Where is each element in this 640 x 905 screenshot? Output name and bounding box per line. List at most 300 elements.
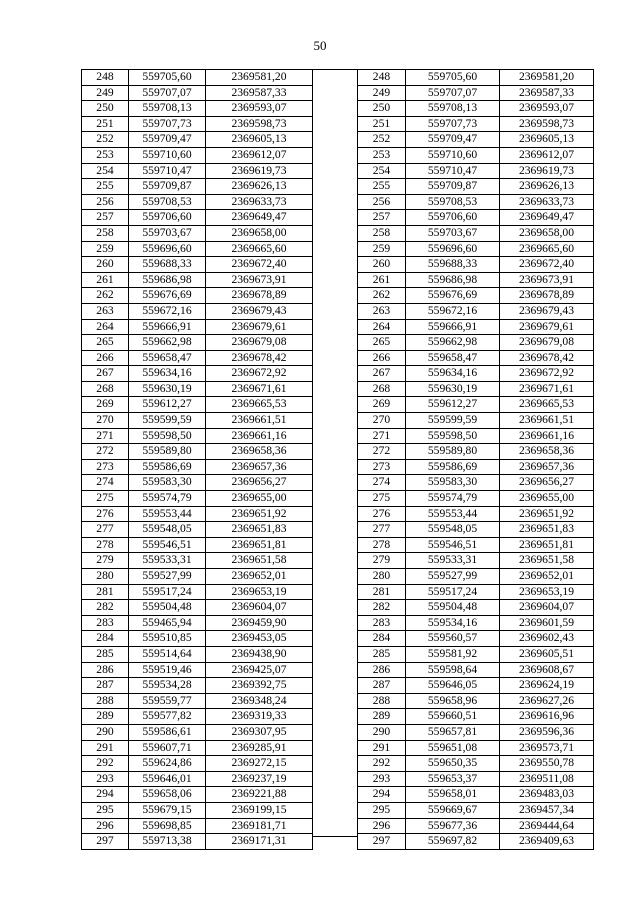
y-coordinate-cell: 2369285,91 [206, 740, 313, 756]
table-row [82, 678, 313, 694]
point-number-cell: 264 [82, 319, 129, 335]
table-row [358, 724, 594, 740]
table-row [82, 787, 313, 803]
table-row [358, 740, 594, 756]
y-coordinate-cell: 2369678,42 [500, 350, 594, 366]
point-number-cell: 267 [82, 366, 129, 382]
x-coordinate-cell: 559574,79 [129, 491, 206, 507]
point-number-cell: 293 [358, 771, 406, 787]
x-coordinate-cell: 559710,60 [406, 147, 500, 163]
x-coordinate-cell: 559598,50 [406, 428, 500, 444]
point-number-cell: 266 [358, 350, 406, 366]
x-coordinate-cell: 559612,27 [129, 397, 206, 413]
x-coordinate-cell: 559653,37 [406, 771, 500, 787]
x-coordinate-cell: 559710,47 [406, 163, 500, 179]
table-row [358, 678, 594, 694]
point-number-cell: 256 [82, 194, 129, 210]
point-number-cell: 260 [82, 257, 129, 273]
x-coordinate-cell: 559696,60 [129, 241, 206, 257]
point-number-cell: 273 [358, 459, 406, 475]
point-number-cell: 287 [82, 678, 129, 694]
table-row [82, 350, 313, 366]
point-number-cell: 270 [82, 413, 129, 429]
x-coordinate-cell: 559586,69 [406, 459, 500, 475]
y-coordinate-cell: 2369678,89 [206, 288, 313, 304]
table-row [358, 646, 594, 662]
point-number-cell: 253 [82, 147, 129, 163]
y-coordinate-cell: 2369272,15 [206, 756, 313, 772]
y-coordinate-cell: 2369655,00 [500, 491, 594, 507]
y-coordinate-cell: 2369651,81 [500, 537, 594, 553]
y-coordinate-cell: 2369657,36 [206, 459, 313, 475]
table-row [82, 662, 313, 678]
x-coordinate-cell: 559504,48 [129, 600, 206, 616]
table-row [82, 771, 313, 787]
x-coordinate-cell: 559705,60 [406, 70, 500, 86]
y-coordinate-cell: 2369671,61 [206, 381, 313, 397]
y-coordinate-cell: 2369181,71 [206, 818, 313, 834]
point-number-cell: 251 [358, 116, 406, 132]
point-number-cell: 294 [358, 787, 406, 803]
point-number-cell: 268 [82, 381, 129, 397]
y-coordinate-cell: 2369581,20 [206, 70, 313, 86]
table-row [358, 366, 594, 382]
x-coordinate-cell: 559533,31 [129, 553, 206, 569]
y-coordinate-cell: 2369665,60 [206, 241, 313, 257]
x-coordinate-cell: 559709,47 [406, 132, 500, 148]
point-number-cell: 284 [358, 631, 406, 647]
table-row [82, 600, 313, 616]
point-number-cell: 280 [358, 569, 406, 585]
point-number-cell: 290 [82, 724, 129, 740]
y-coordinate-cell: 2369673,91 [206, 272, 313, 288]
point-number-cell: 275 [358, 491, 406, 507]
point-number-cell: 276 [358, 506, 406, 522]
y-coordinate-cell: 2369658,00 [206, 225, 313, 241]
x-coordinate-cell: 559646,05 [406, 678, 500, 694]
table-row [358, 756, 594, 772]
table-row [358, 194, 594, 210]
x-coordinate-cell: 559548,05 [406, 522, 500, 538]
point-number-cell: 270 [358, 413, 406, 429]
point-number-cell: 277 [358, 522, 406, 538]
x-coordinate-cell: 559662,98 [129, 335, 206, 351]
y-coordinate-cell: 2369453,05 [206, 631, 313, 647]
y-coordinate-cell: 2369598,73 [206, 116, 313, 132]
x-coordinate-cell: 559708,53 [406, 194, 500, 210]
point-number-cell: 258 [358, 225, 406, 241]
x-coordinate-cell: 559651,08 [406, 740, 500, 756]
table-row [358, 459, 594, 475]
y-coordinate-cell: 2369598,73 [500, 116, 594, 132]
y-coordinate-cell: 2369652,01 [206, 569, 313, 585]
point-number-cell: 271 [82, 428, 129, 444]
table-row [82, 569, 313, 585]
table-row [358, 101, 594, 117]
table-row [358, 600, 594, 616]
x-coordinate-cell: 559708,13 [129, 101, 206, 117]
table-row [82, 101, 313, 117]
x-coordinate-cell: 559708,13 [406, 101, 500, 117]
y-coordinate-cell: 2369651,92 [500, 506, 594, 522]
table-row [82, 818, 313, 834]
point-number-cell: 264 [358, 319, 406, 335]
table-row [82, 163, 313, 179]
table-row [358, 834, 594, 850]
table-row [82, 491, 313, 507]
point-number-cell: 285 [358, 646, 406, 662]
table-row [82, 335, 313, 351]
point-number-cell: 293 [82, 771, 129, 787]
coordinates-table-left-body [82, 70, 313, 850]
table-row [82, 319, 313, 335]
x-coordinate-cell: 559574,79 [406, 491, 500, 507]
point-number-cell: 255 [358, 179, 406, 195]
table-row [82, 397, 313, 413]
point-number-cell: 257 [82, 210, 129, 226]
table-row [358, 303, 594, 319]
y-coordinate-cell: 2369679,08 [206, 335, 313, 351]
point-number-cell: 292 [358, 756, 406, 772]
y-coordinate-cell: 2369661,16 [206, 428, 313, 444]
y-coordinate-cell: 2369619,73 [500, 163, 594, 179]
y-coordinate-cell: 2369624,19 [500, 678, 594, 694]
y-coordinate-cell: 2369679,61 [206, 319, 313, 335]
y-coordinate-cell: 2369459,90 [206, 615, 313, 631]
x-coordinate-cell: 559465,94 [129, 615, 206, 631]
y-coordinate-cell: 2369319,33 [206, 709, 313, 725]
table-row [358, 319, 594, 335]
x-coordinate-cell: 559630,19 [406, 381, 500, 397]
x-coordinate-cell: 559589,80 [129, 444, 206, 460]
table-row [358, 787, 594, 803]
x-coordinate-cell: 559612,27 [406, 397, 500, 413]
table-row [82, 210, 313, 226]
point-number-cell: 294 [82, 787, 129, 803]
x-coordinate-cell: 559688,33 [129, 257, 206, 273]
point-number-cell: 253 [358, 147, 406, 163]
y-coordinate-cell: 2369651,83 [206, 522, 313, 538]
x-coordinate-cell: 559696,60 [406, 241, 500, 257]
table-row [358, 615, 594, 631]
point-number-cell: 252 [358, 132, 406, 148]
x-coordinate-cell: 559710,47 [129, 163, 206, 179]
point-number-cell: 269 [82, 397, 129, 413]
table-separator [312, 69, 357, 837]
table-row [358, 522, 594, 538]
table-row [358, 335, 594, 351]
point-number-cell: 268 [358, 381, 406, 397]
table-row [82, 553, 313, 569]
y-coordinate-cell: 2369605,13 [500, 132, 594, 148]
y-coordinate-cell: 2369573,71 [500, 740, 594, 756]
y-coordinate-cell: 2369651,58 [206, 553, 313, 569]
table-row [82, 272, 313, 288]
x-coordinate-cell: 559658,06 [129, 787, 206, 803]
y-coordinate-cell: 2369511,08 [500, 771, 594, 787]
point-number-cell: 286 [82, 662, 129, 678]
table-row [82, 756, 313, 772]
x-coordinate-cell: 559676,69 [406, 288, 500, 304]
x-coordinate-cell: 559534,28 [129, 678, 206, 694]
point-number-cell: 250 [358, 101, 406, 117]
table-row [82, 802, 313, 818]
point-number-cell: 259 [82, 241, 129, 257]
x-coordinate-cell: 559703,67 [129, 225, 206, 241]
x-coordinate-cell: 559688,33 [406, 257, 500, 273]
point-number-cell: 274 [358, 475, 406, 491]
point-number-cell: 297 [82, 834, 129, 850]
y-coordinate-cell: 2369604,07 [206, 600, 313, 616]
x-coordinate-cell: 559669,67 [406, 802, 500, 818]
point-number-cell: 254 [358, 163, 406, 179]
point-number-cell: 262 [358, 288, 406, 304]
y-coordinate-cell: 2369444,64 [500, 818, 594, 834]
table-row [82, 522, 313, 538]
x-coordinate-cell: 559713,38 [129, 834, 206, 850]
y-coordinate-cell: 2369679,61 [500, 319, 594, 335]
y-coordinate-cell: 2369679,43 [206, 303, 313, 319]
x-coordinate-cell: 559586,61 [129, 724, 206, 740]
y-coordinate-cell: 2369678,42 [206, 350, 313, 366]
x-coordinate-cell: 559533,31 [406, 553, 500, 569]
point-number-cell: 250 [82, 101, 129, 117]
y-coordinate-cell: 2369653,19 [206, 584, 313, 600]
table-row [82, 444, 313, 460]
x-coordinate-cell: 559599,59 [406, 413, 500, 429]
x-coordinate-cell: 559607,71 [129, 740, 206, 756]
x-coordinate-cell: 559504,48 [406, 600, 500, 616]
y-coordinate-cell: 2369672,40 [206, 257, 313, 273]
x-coordinate-cell: 559709,87 [406, 179, 500, 195]
point-number-cell: 265 [82, 335, 129, 351]
x-coordinate-cell: 559672,16 [406, 303, 500, 319]
point-number-cell: 272 [358, 444, 406, 460]
x-coordinate-cell: 559589,80 [406, 444, 500, 460]
table-row [82, 709, 313, 725]
point-number-cell: 281 [358, 584, 406, 600]
point-number-cell: 256 [358, 194, 406, 210]
x-coordinate-cell: 559710,60 [129, 147, 206, 163]
y-coordinate-cell: 2369649,47 [206, 210, 313, 226]
y-coordinate-cell: 2369633,73 [500, 194, 594, 210]
x-coordinate-cell: 559634,16 [406, 366, 500, 382]
y-coordinate-cell: 2369581,20 [500, 70, 594, 86]
point-number-cell: 271 [358, 428, 406, 444]
point-number-cell: 283 [82, 615, 129, 631]
point-number-cell: 274 [82, 475, 129, 491]
y-coordinate-cell: 2369653,19 [500, 584, 594, 600]
x-coordinate-cell: 559703,67 [406, 225, 500, 241]
x-coordinate-cell: 559707,73 [406, 116, 500, 132]
x-coordinate-cell: 559634,16 [129, 366, 206, 382]
y-coordinate-cell: 2369679,43 [500, 303, 594, 319]
point-number-cell: 275 [82, 491, 129, 507]
y-coordinate-cell: 2369651,58 [500, 553, 594, 569]
point-number-cell: 289 [82, 709, 129, 725]
table-row [358, 506, 594, 522]
y-coordinate-cell: 2369678,89 [500, 288, 594, 304]
table-row [82, 413, 313, 429]
point-number-cell: 258 [82, 225, 129, 241]
table-row [82, 506, 313, 522]
x-coordinate-cell: 559510,85 [129, 631, 206, 647]
table-row [82, 428, 313, 444]
table-row [82, 724, 313, 740]
y-coordinate-cell: 2369409,63 [500, 834, 594, 850]
table-row [82, 147, 313, 163]
y-coordinate-cell: 2369633,73 [206, 194, 313, 210]
y-coordinate-cell: 2369457,34 [500, 802, 594, 818]
table-row [358, 132, 594, 148]
x-coordinate-cell: 559672,16 [129, 303, 206, 319]
point-number-cell: 277 [82, 522, 129, 538]
point-number-cell: 269 [358, 397, 406, 413]
point-number-cell: 272 [82, 444, 129, 460]
point-number-cell: 291 [82, 740, 129, 756]
point-number-cell: 297 [358, 834, 406, 850]
table-row [82, 740, 313, 756]
table-row [358, 413, 594, 429]
point-number-cell: 279 [82, 553, 129, 569]
y-coordinate-cell: 2369651,83 [500, 522, 594, 538]
point-number-cell: 296 [358, 818, 406, 834]
point-number-cell: 261 [82, 272, 129, 288]
point-number-cell: 254 [82, 163, 129, 179]
point-number-cell: 285 [82, 646, 129, 662]
table-row [82, 459, 313, 475]
table-row [82, 116, 313, 132]
table-row [358, 693, 594, 709]
table-row [358, 444, 594, 460]
x-coordinate-cell: 559581,92 [406, 646, 500, 662]
table-row [358, 241, 594, 257]
point-number-cell: 282 [82, 600, 129, 616]
y-coordinate-cell: 2369652,01 [500, 569, 594, 585]
table-row [358, 350, 594, 366]
table-row [82, 194, 313, 210]
table-row [358, 662, 594, 678]
point-number-cell: 281 [82, 584, 129, 600]
y-coordinate-cell: 2369307,95 [206, 724, 313, 740]
y-coordinate-cell: 2369651,81 [206, 537, 313, 553]
y-coordinate-cell: 2369658,36 [206, 444, 313, 460]
x-coordinate-cell: 559666,91 [129, 319, 206, 335]
x-coordinate-cell: 559527,99 [129, 569, 206, 585]
y-coordinate-cell: 2369656,27 [500, 475, 594, 491]
y-coordinate-cell: 2369657,36 [500, 459, 594, 475]
point-number-cell: 249 [358, 85, 406, 101]
point-number-cell: 289 [358, 709, 406, 725]
y-coordinate-cell: 2369672,40 [500, 257, 594, 273]
table-row [358, 475, 594, 491]
x-coordinate-cell: 559599,59 [129, 413, 206, 429]
table-row [82, 225, 313, 241]
table-row [358, 381, 594, 397]
x-coordinate-cell: 559534,16 [406, 615, 500, 631]
y-coordinate-cell: 2369656,27 [206, 475, 313, 491]
table-row [82, 646, 313, 662]
y-coordinate-cell: 2369616,96 [500, 709, 594, 725]
y-coordinate-cell: 2369601,59 [500, 615, 594, 631]
y-coordinate-cell: 2369679,08 [500, 335, 594, 351]
x-coordinate-cell: 559660,51 [406, 709, 500, 725]
point-number-cell: 295 [82, 802, 129, 818]
coordinates-table-right [357, 69, 594, 850]
point-number-cell: 260 [358, 257, 406, 273]
table-row [82, 241, 313, 257]
x-coordinate-cell: 559707,07 [406, 85, 500, 101]
y-coordinate-cell: 2369612,07 [500, 147, 594, 163]
table-row [358, 428, 594, 444]
table-row [358, 257, 594, 273]
y-coordinate-cell: 2369483,03 [500, 787, 594, 803]
y-coordinate-cell: 2369604,07 [500, 600, 594, 616]
x-coordinate-cell: 559658,96 [406, 693, 500, 709]
y-coordinate-cell: 2369348,24 [206, 693, 313, 709]
table-row [358, 537, 594, 553]
y-coordinate-cell: 2369605,51 [500, 646, 594, 662]
x-coordinate-cell: 559560,57 [406, 631, 500, 647]
x-coordinate-cell: 559662,98 [406, 335, 500, 351]
x-coordinate-cell: 559548,05 [129, 522, 206, 538]
x-coordinate-cell: 559630,19 [129, 381, 206, 397]
y-coordinate-cell: 2369221,88 [206, 787, 313, 803]
point-number-cell: 278 [82, 537, 129, 553]
table-row [82, 257, 313, 273]
x-coordinate-cell: 559707,73 [129, 116, 206, 132]
x-coordinate-cell: 559646,01 [129, 771, 206, 787]
point-number-cell: 265 [358, 335, 406, 351]
table-row [358, 584, 594, 600]
table-row [358, 818, 594, 834]
y-coordinate-cell: 2369655,00 [206, 491, 313, 507]
point-number-cell: 280 [82, 569, 129, 585]
x-coordinate-cell: 559583,30 [129, 475, 206, 491]
coordinates-table-right-body [358, 70, 594, 850]
x-coordinate-cell: 559708,53 [129, 194, 206, 210]
table-row [82, 70, 313, 86]
point-number-cell: 276 [82, 506, 129, 522]
x-coordinate-cell: 559514,64 [129, 646, 206, 662]
y-coordinate-cell: 2369626,13 [500, 179, 594, 195]
x-coordinate-cell: 559517,24 [129, 584, 206, 600]
x-coordinate-cell: 559679,15 [129, 802, 206, 818]
y-coordinate-cell: 2369619,73 [206, 163, 313, 179]
y-coordinate-cell: 2369651,92 [206, 506, 313, 522]
y-coordinate-cell: 2369605,13 [206, 132, 313, 148]
point-number-cell: 291 [358, 740, 406, 756]
x-coordinate-cell: 559666,91 [406, 319, 500, 335]
x-coordinate-cell: 559706,60 [406, 210, 500, 226]
x-coordinate-cell: 559546,51 [406, 537, 500, 553]
x-coordinate-cell: 559559,77 [129, 693, 206, 709]
table-row [358, 147, 594, 163]
table-row [82, 615, 313, 631]
point-number-cell: 296 [82, 818, 129, 834]
y-coordinate-cell: 2369665,53 [206, 397, 313, 413]
point-number-cell: 262 [82, 288, 129, 304]
table-row [82, 132, 313, 148]
x-coordinate-cell: 559517,24 [406, 584, 500, 600]
point-number-cell: 284 [82, 631, 129, 647]
y-coordinate-cell: 2369612,07 [206, 147, 313, 163]
y-coordinate-cell: 2369392,75 [206, 678, 313, 694]
y-coordinate-cell: 2369665,60 [500, 241, 594, 257]
x-coordinate-cell: 559586,69 [129, 459, 206, 475]
x-coordinate-cell: 559686,98 [406, 272, 500, 288]
point-number-cell: 287 [358, 678, 406, 694]
